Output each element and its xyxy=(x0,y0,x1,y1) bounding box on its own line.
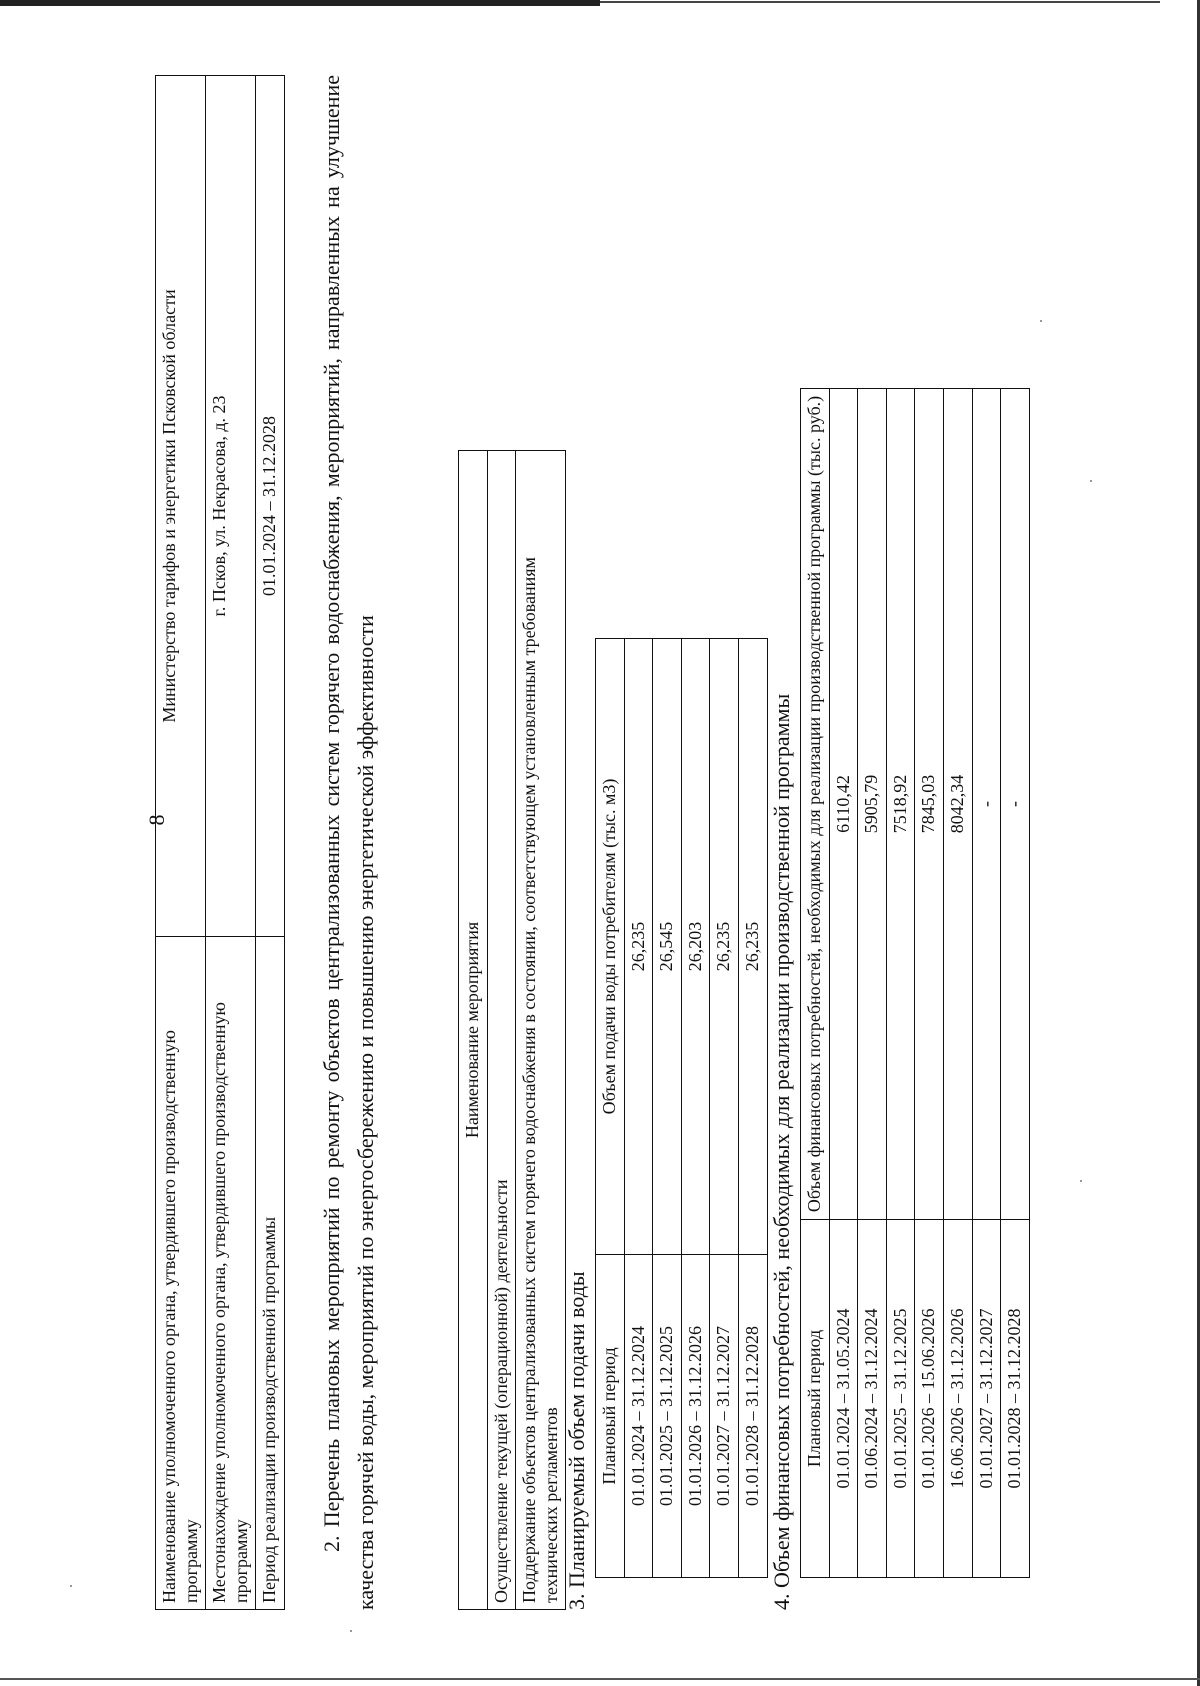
table-cell-value: 26,235 xyxy=(710,639,739,1255)
table-cell-period: 01.01.2027 – 31.12.2027 xyxy=(972,1220,1001,1578)
table-header-row xyxy=(801,389,830,1578)
scan-edge-bottom xyxy=(0,1678,1200,1680)
table-cell: Поддержание объектов централизованных систем горячего водоснабжения в состоянии, соответствующем установленным требованиям технических регламентов xyxy=(516,451,566,1610)
table-cell-label: Наименование уполномоченного органа, утвердившего производственную программу xyxy=(156,937,206,1610)
section-3-heading: 3. Планируемый объем подачи воды xyxy=(564,1271,589,1610)
page-number: 8 xyxy=(144,814,169,826)
table-row xyxy=(206,76,256,1610)
rotated-document-page xyxy=(140,20,1200,1620)
table-cell-value: 7845,03 xyxy=(915,389,944,1220)
table-cell-period: 16.06.2026 – 31.12.2026 xyxy=(943,1220,972,1578)
section-4-heading: 4. Объем финансовых потребностей, необходимых для реализации производственной программы xyxy=(769,693,794,1610)
table-cell-value: 6110,42 xyxy=(829,389,858,1220)
scan-speck xyxy=(70,1585,72,1587)
table-cell-value: г. Псков, ул. Некрасова, д. 23 xyxy=(206,76,256,937)
table-cell-period: 01.01.2025 – 31.12.2025 xyxy=(653,1255,682,1578)
table-row xyxy=(256,76,285,1610)
table-cell-period: 01.01.2028 – 31.12.2028 xyxy=(1001,1220,1030,1578)
section-2-heading: 2. Перечень плановых мероприятий по ремонту объектов централизованных систем горячего водоснабжения, мероприятий, направленных на улучшение качества горячей воды, мероприятий по энергосбережению и повышению энергетической эффективности xyxy=(319,75,379,1610)
table-header-cell: Объем финансовых потребностей, необходимых для реализации производственной программы (тыс. руб.) xyxy=(801,389,830,1220)
table-row xyxy=(858,389,887,1578)
table-cell-value: 26,545 xyxy=(653,639,682,1255)
table-row xyxy=(681,639,710,1578)
table-row xyxy=(516,451,566,1610)
table-cell-value: 26,203 xyxy=(681,639,710,1255)
measures-table xyxy=(458,450,566,1610)
table-cell-label: Местонахождение уполномоченного органа, утвердившего производственную программу xyxy=(206,937,256,1610)
table-row xyxy=(1001,389,1030,1578)
table-cell-value: 01.01.2024 – 31.12.2028 xyxy=(256,76,285,937)
table-cell-label: Период реализации производственной программы xyxy=(256,937,285,1610)
table-cell-period: 01.01.2024 – 31.05.2024 xyxy=(829,1220,858,1578)
table-cell-period: 01.06.2024 – 31.12.2024 xyxy=(858,1220,887,1578)
organization-table xyxy=(155,75,285,1610)
table-cell-value: - xyxy=(1001,389,1030,1220)
table-header-cell: Наименование мероприятия xyxy=(459,451,488,1610)
table-header-row xyxy=(459,451,488,1610)
table-cell-period: 01.01.2026 – 31.12.2026 xyxy=(681,1255,710,1578)
table-cell-period: 01.01.2027 – 31.12.2027 xyxy=(710,1255,739,1578)
table-row xyxy=(915,389,944,1578)
table-cell-period: 01.01.2028 – 31.12.2028 xyxy=(738,1255,767,1578)
table-cell-value: 26,235 xyxy=(624,639,653,1255)
table-header-cell: Плановый период xyxy=(596,1255,625,1578)
table-row xyxy=(829,389,858,1578)
table-cell: Осуществление текущей (операционной) деятельности xyxy=(487,451,516,1610)
table-row xyxy=(738,639,767,1578)
scan-speck xyxy=(350,1630,352,1632)
table-header-cell: Плановый период xyxy=(801,1220,830,1578)
water-supply-table xyxy=(595,638,768,1578)
table-cell-period: 01.01.2024 – 31.12.2024 xyxy=(624,1255,653,1578)
table-cell-value: Министерство тарифов и энергетики Псковской области xyxy=(156,76,206,937)
table-row xyxy=(156,76,206,1610)
table-row xyxy=(653,639,682,1578)
table-row xyxy=(972,389,1001,1578)
table-cell-value: 26,235 xyxy=(738,639,767,1255)
table-header-cell: Объем подачи воды потребителям (тыс. м3) xyxy=(596,639,625,1255)
table-cell-period: 01.01.2025 – 31.12.2025 xyxy=(886,1220,915,1578)
table-row xyxy=(710,639,739,1578)
table-row xyxy=(487,451,516,1610)
scan-edge-top xyxy=(0,0,600,6)
table-row xyxy=(886,389,915,1578)
scan-edge-top-thin xyxy=(600,1,1160,3)
table-cell-value: - xyxy=(972,389,1001,1220)
table-cell-period: 01.01.2026 – 15.06.2026 xyxy=(915,1220,944,1578)
table-header-row xyxy=(596,639,625,1578)
table-row xyxy=(624,639,653,1578)
table-cell-value: 5905,79 xyxy=(858,389,887,1220)
table-row xyxy=(943,389,972,1578)
table-cell-value: 8042,34 xyxy=(943,389,972,1220)
table-cell-value: 7518,92 xyxy=(886,389,915,1220)
financial-needs-table xyxy=(800,388,1030,1578)
